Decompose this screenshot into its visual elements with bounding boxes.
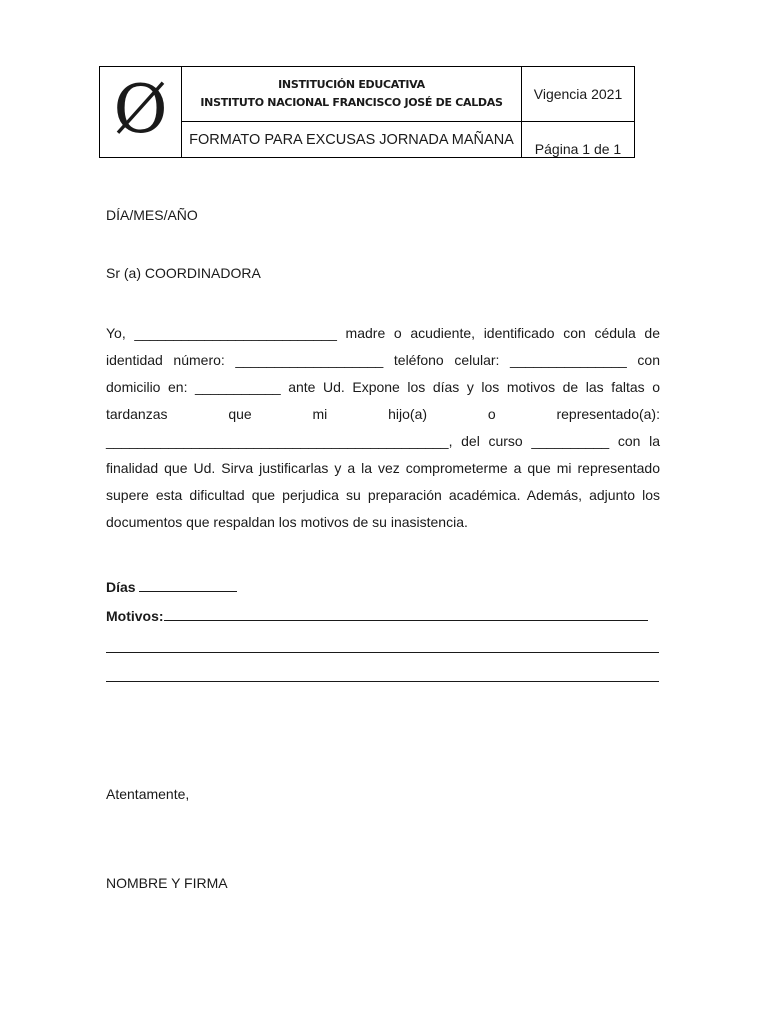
recipient-line: Sr (a) COORDINADORA	[106, 265, 261, 281]
days-line	[106, 579, 237, 595]
letter-body: Yo, __________________________ madre o acudiente, identificado con cédula de identidad número: ___________________ teléfono celular: _______________ con domicilio en: ___________ ante Ud. Expone los días y los motivos de las faltas o tardanzas que mi hijo(a) o representado(a): ____________________________________________, del curso __________ con la finalidad que Ud. Sirva justificarlas y a la vez comprometerme a que mi representado supere esta dificultad que perjudica su preparación académica. Además, adjunto los documentos que respaldan los motivos de su inasistencia.	[106, 325, 660, 530]
institution-name-cell	[182, 67, 522, 122]
document-header	[99, 66, 635, 158]
days-label: Días	[106, 579, 136, 595]
validity: Vigencia 2021	[522, 67, 635, 122]
date-line: DÍA/MES/AÑO	[106, 207, 198, 223]
reasons-blank-line-3[interactable]	[106, 681, 659, 682]
page-number: Página 1 de 1	[522, 122, 635, 158]
signature-line: NOMBRE Y FIRMA	[106, 875, 228, 891]
days-blank[interactable]	[139, 579, 237, 592]
logo-cell	[100, 67, 182, 158]
reasons-line	[106, 608, 648, 624]
institution-logo: Ø	[113, 71, 168, 148]
reasons-blank[interactable]	[164, 608, 648, 621]
reasons-label: Motivos:	[106, 608, 164, 624]
institution-name: INSTITUTO NACIONAL FRANCISCO JOSÉ DE CALDAS	[200, 96, 503, 109]
closing-line: Atentamente,	[106, 786, 190, 802]
reasons-blank-line-2[interactable]	[106, 652, 659, 653]
format-title: FORMATO PARA EXCUSAS JORNADA MAÑANA	[182, 122, 522, 158]
institution-type: INSTITUCIÓN EDUCATIVA	[278, 78, 425, 91]
